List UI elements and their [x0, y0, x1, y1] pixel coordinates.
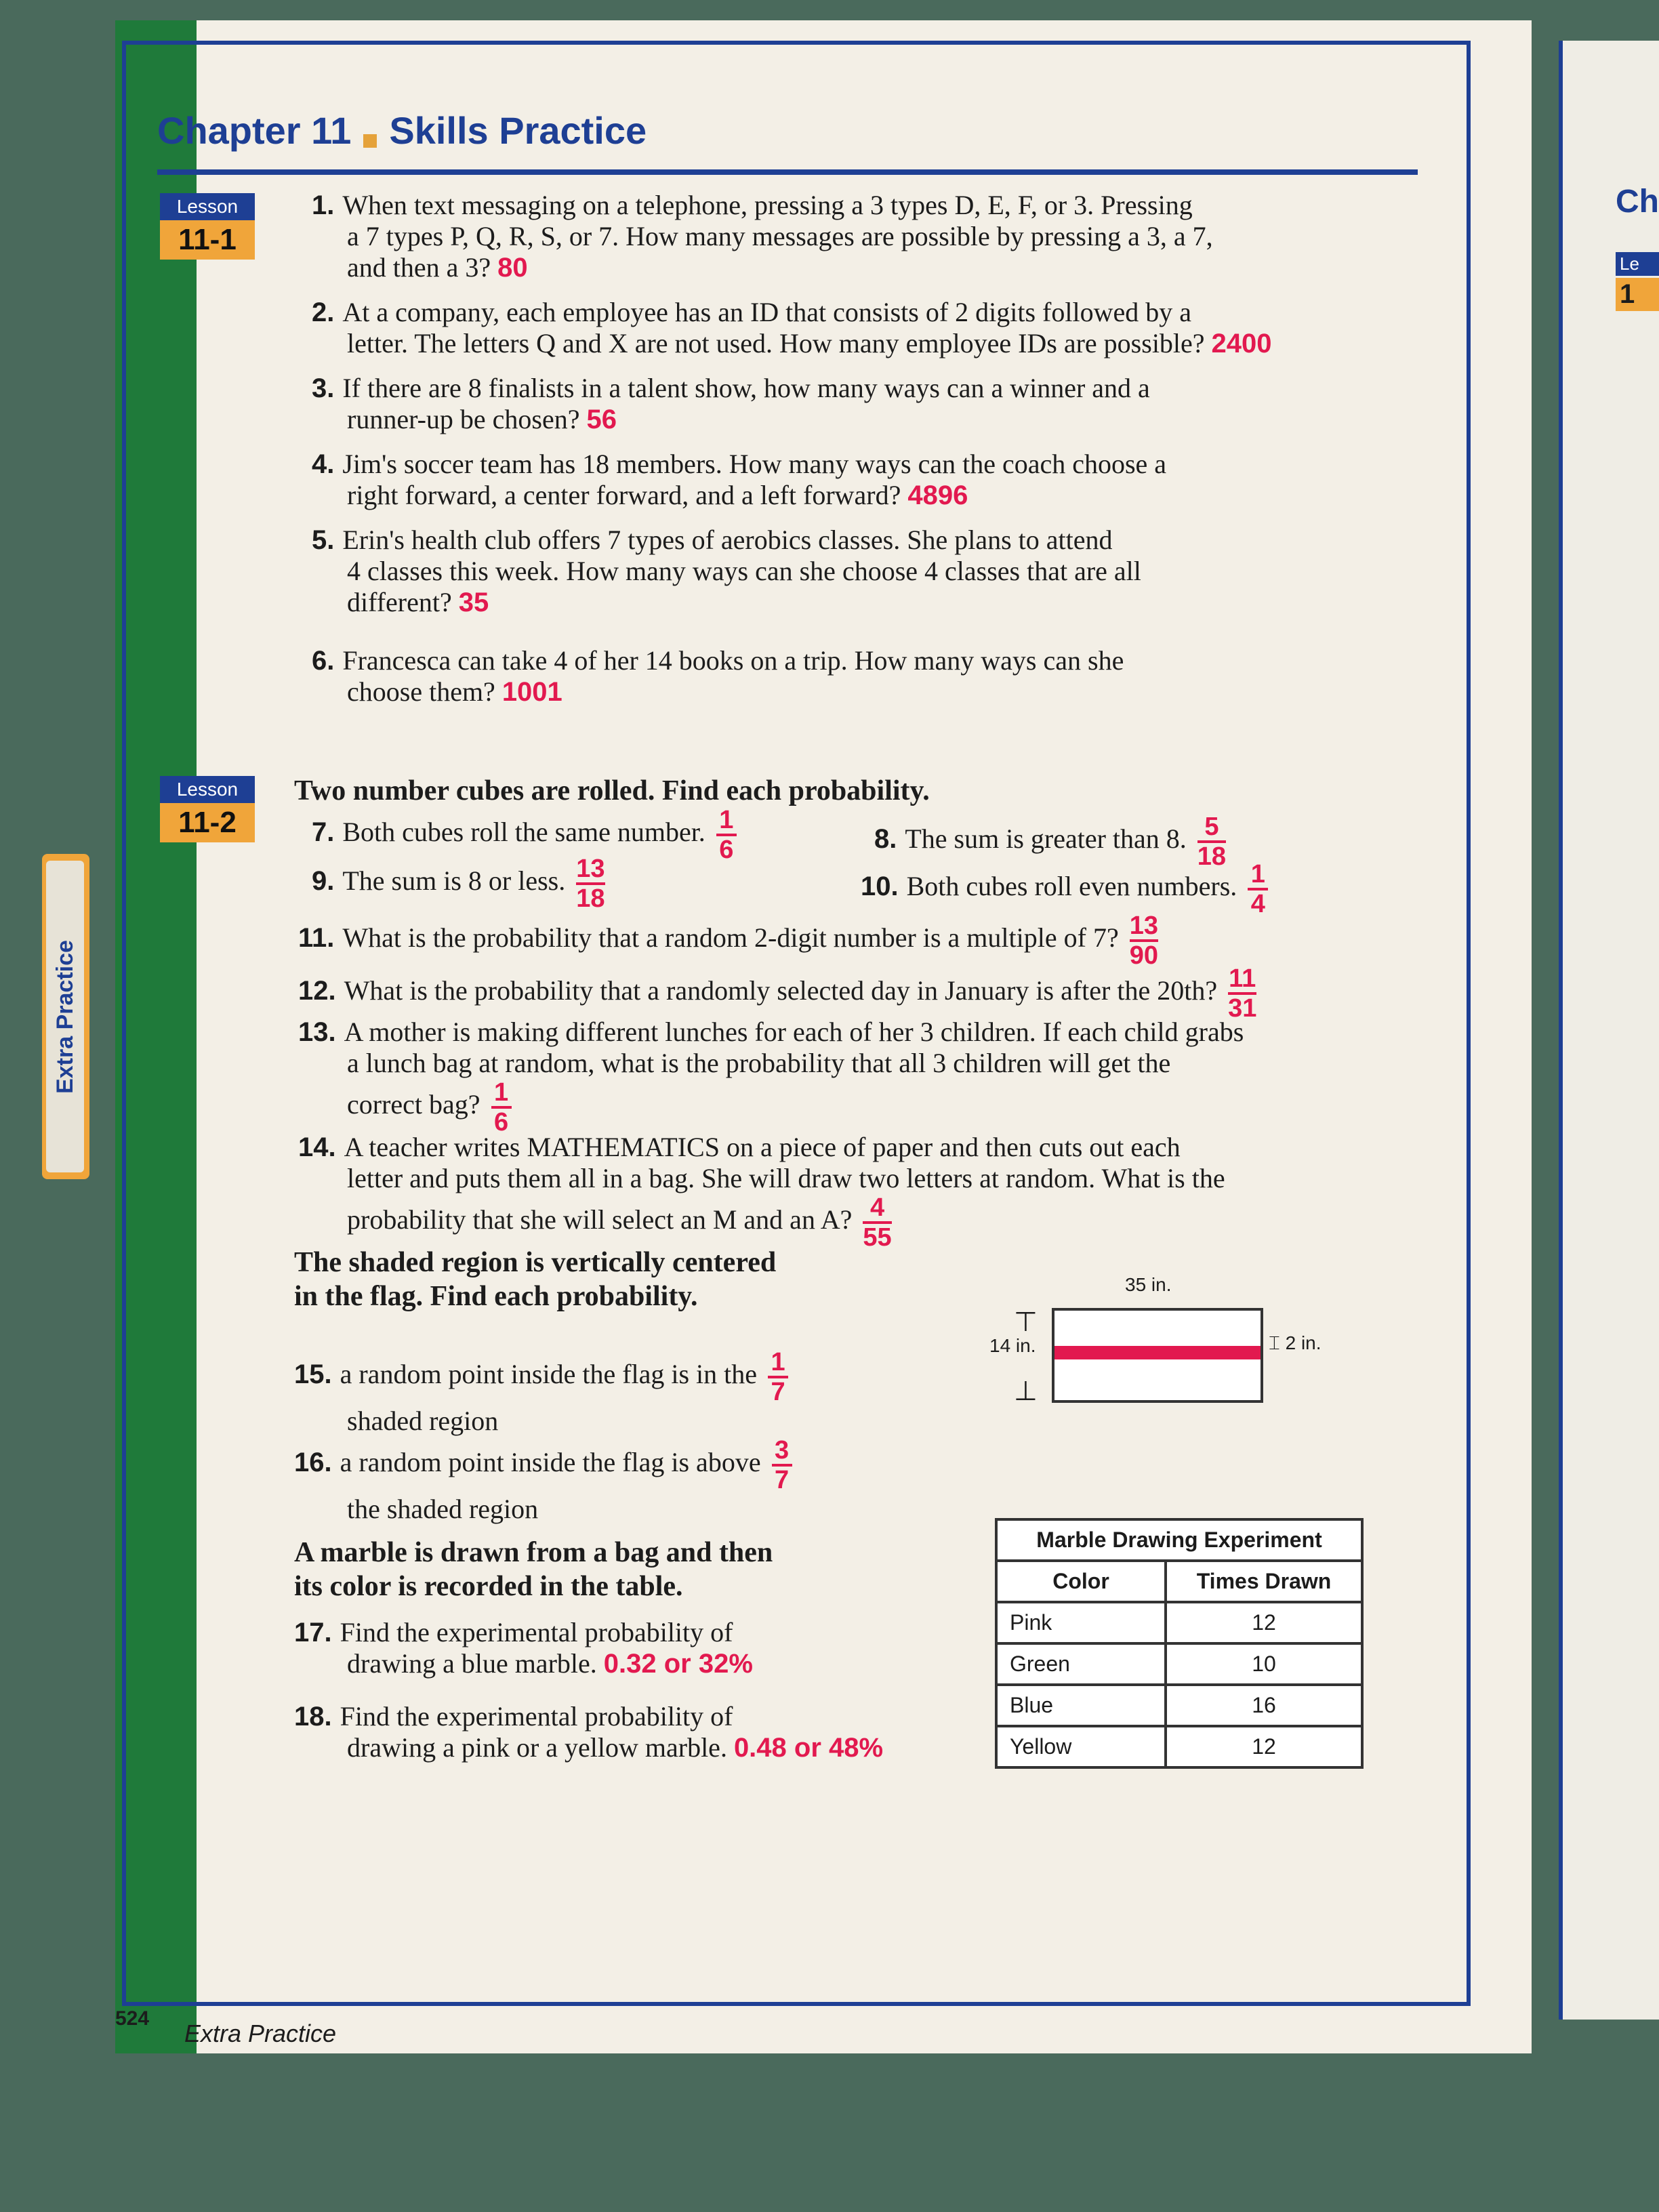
- lesson-tab-11-1: [160, 193, 255, 260]
- lesson-label: Lesson: [160, 193, 255, 220]
- question-1: 1. When text messaging on a telephone, pressing a 3 types D, E, F, or 3. Pressing a 7 types P, Q, R, S, or 7. How many messages are possible by pressing a 3, a 7, and then a 3? 80: [312, 190, 1213, 283]
- lesson-number: 11-1: [160, 220, 255, 260]
- table-title: Marble Drawing Experiment: [996, 1519, 1362, 1561]
- answer-10: $\frac{1}{4}$: [1248, 861, 1268, 918]
- answer-14: $\frac{4}{55}$: [863, 1193, 892, 1252]
- table-row: Green 10: [996, 1643, 1362, 1685]
- flag-shaded-stripe: [1054, 1346, 1261, 1359]
- question-9: 9. The sum is 8 or less. $\frac{13}{18}$: [312, 855, 605, 913]
- flag-rectangle: [1052, 1308, 1263, 1403]
- answer-4: 4896: [907, 480, 968, 510]
- answer-12: $\frac{11}{31}$: [1228, 964, 1257, 1023]
- question-16: 16. a random point inside the flag is above $\frac{3}{7}$ the shaded region: [294, 1437, 904, 1525]
- answer-2: 2400: [1211, 329, 1272, 359]
- table-header-color: Color: [996, 1561, 1166, 1602]
- side-tab-label: Extra Practice: [52, 939, 78, 1094]
- lesson-number: 11-2: [160, 803, 255, 842]
- question-3: 3. If there are 8 finalists in a talent show, how many ways can a winner and a runner-up be chosen? 56: [312, 373, 1150, 434]
- header-rule: [157, 169, 1418, 175]
- answer-3: 56: [586, 405, 617, 434]
- question-6: 6. Francesca can take 4 of her 14 books on a trip. How many ways can she choose them? 1001: [312, 645, 1124, 707]
- bullet-square-icon: [363, 134, 377, 148]
- table-row: Pink 12: [996, 1602, 1362, 1643]
- answer-6: 1001: [501, 677, 562, 707]
- page-title: Skills Practice: [389, 109, 647, 152]
- stripe-arrow-icon: ⌶: [1269, 1332, 1280, 1353]
- page-header: [157, 108, 647, 152]
- footer-label: Extra Practice: [184, 2020, 337, 2047]
- answer-15: $\frac{1}{7}$: [768, 1349, 788, 1406]
- question-4: 4. Jim's soccer team has 18 members. How many ways can the coach choose a right forward, a center forward, and a left forward? 4896: [312, 449, 1167, 510]
- question-14: 14. A teacher writes MATHEMATICS on a piece of paper and then cuts out each letter and puts them all in a bag. She will draw two letters at random. What is the probability that she will select an M and an A? $\frac{4}{55}$: [298, 1132, 1225, 1252]
- question-5: 5. Erin's health club offers 7 types of aerobics classes. She plans to attend 4 classes this week. How many ways can she choose 4 classes that are all different? 35: [312, 525, 1141, 617]
- question-13: 13. A mother is making different lunches for each of her 3 children. If each child grabs a lunch bag at random, what is the probability that all 3 children will get the correct bag? $\frac{1}{6}$: [298, 1017, 1244, 1136]
- side-tab: [42, 854, 89, 1179]
- flag-stripe-label: ⌶ 2 in.: [1269, 1332, 1322, 1353]
- lesson-label: Lesson: [160, 776, 255, 803]
- adjacent-page: [1559, 41, 1659, 2020]
- answer-5: 35: [458, 588, 489, 617]
- answer-9: $\frac{13}{18}$: [576, 855, 605, 913]
- question-11: 11. What is the probability that a random 2-digit number is a multiple of 7? $\frac{13}{90}$: [298, 912, 1158, 970]
- adjacent-lesson-number: 1: [1616, 278, 1659, 311]
- table-header-times: Times Drawn: [1166, 1561, 1362, 1602]
- adjacent-chapter: Ch: [1616, 184, 1659, 220]
- question-12: 12. What is the probability that a randomly selected day in January is after the 20th? $\frac{11}{31}$: [298, 964, 1257, 1023]
- question-8: 8. The sum is greater than 8. $\frac{5}{18}$: [874, 813, 1227, 871]
- answer-8: $\frac{5}{18}$: [1197, 813, 1227, 871]
- table-row: Blue 16: [996, 1685, 1362, 1726]
- height-arrow-top-icon: ⊤: [1014, 1307, 1038, 1337]
- question-18: 18. Find the experimental probability of drawing a pink or a yellow marble. 0.48 or 48%: [294, 1701, 884, 1763]
- question-17: 17. Find the experimental probability of drawing a blue marble. 0.32 or 32%: [294, 1617, 753, 1679]
- answer-11: $\frac{13}{90}$: [1129, 912, 1158, 970]
- chapter-label: Chapter 11: [157, 109, 352, 152]
- question-block-1-6: [312, 190, 1423, 708]
- section-intro: Two number cubes are rolled. Find each probability.: [294, 775, 930, 806]
- question-10: 10. Both cubes roll even numbers. $\frac{1}{4}$: [861, 861, 1376, 918]
- answer-16: $\frac{3}{7}$: [772, 1437, 792, 1494]
- question-2: 2. At a company, each employee has an ID that consists of 2 digits followed by a letter. The letters Q and X are not used. How many employee IDs are possible? 2400: [312, 297, 1272, 359]
- lesson-tab-11-2: [160, 776, 255, 842]
- answer-13: $\frac{1}{6}$: [491, 1079, 512, 1136]
- answer-18: 0.48 or 48%: [733, 1733, 884, 1763]
- question-15: 15. a random point inside the flag is in the $\frac{1}{7}$ shaded region: [294, 1349, 904, 1437]
- marble-table: [995, 1518, 1364, 1769]
- flag-width-label: 35 in.: [1125, 1274, 1172, 1295]
- height-arrow-bottom-icon: ⊥: [1014, 1376, 1038, 1406]
- flag-intro: The shaded region is vertically centered in the flag. Find each probability.: [294, 1247, 777, 1312]
- table-row: Yellow 12: [996, 1726, 1362, 1767]
- flag-height-label: 14 in.: [989, 1335, 1036, 1356]
- answer-7: $\frac{1}{6}$: [716, 806, 737, 863]
- answer-1: 80: [497, 253, 528, 283]
- adjacent-lesson-label: Le: [1616, 252, 1659, 276]
- marble-intro: A marble is drawn from a bag and then its color is recorded in the table.: [294, 1537, 773, 1602]
- page-number: 524: [115, 2007, 150, 2030]
- question-7: 7. Both cubes roll the same number. $\frac{1}{6}$: [312, 806, 827, 863]
- answer-17: 0.32 or 32%: [603, 1649, 753, 1679]
